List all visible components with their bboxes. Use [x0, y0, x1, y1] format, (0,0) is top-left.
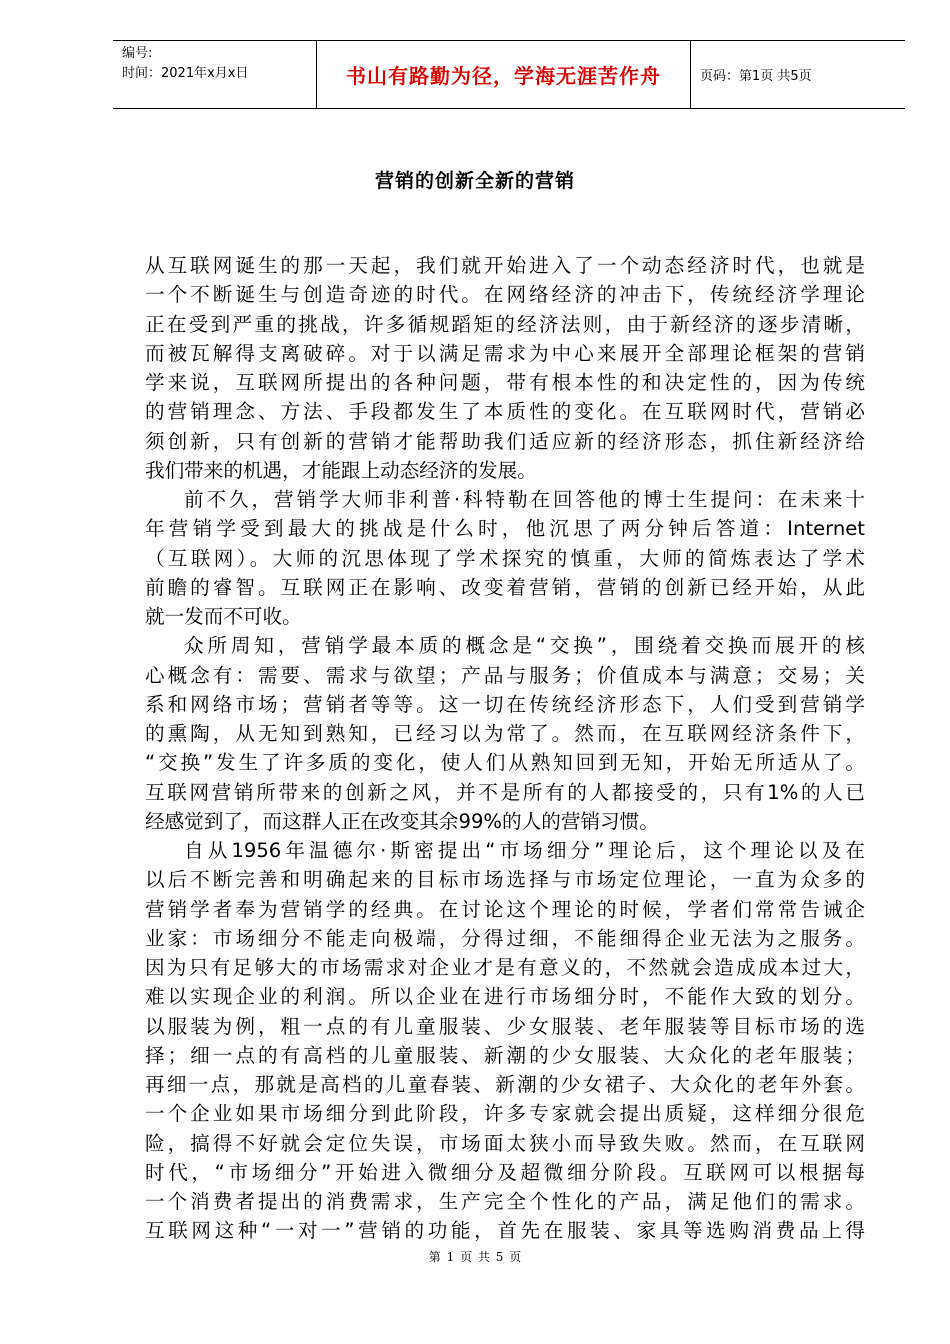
- paragraph-line: 难以实现企业的利润。所以企业在进行市场细分时，不能作大致的划分。: [145, 985, 865, 1009]
- paragraph-line: 一个消费者提出的消费需求，生产完全个性化的产品，满足他们的需求。: [145, 1190, 865, 1213]
- number-label: 编号:: [122, 46, 153, 61]
- paragraph-line: （互联网）。大师的沉思体现了学术探究的慎重，大师的简炼表达了学术: [145, 546, 865, 570]
- header-meta: [113, 41, 316, 108]
- paragraph-line: 再细一点，那就是高档的儿童春装、新潮的少女裙子、大众化的老年外套。: [145, 1073, 865, 1096]
- paragraph-line: 学来说，互联网所提出的各种问题，带有根本性的和决定性的，因为传统: [145, 371, 865, 394]
- paragraph-line: 前不久，营销学大师非利普·科特勒在回答他的博士生提问：在未来十: [184, 488, 865, 511]
- paragraph-line: 以服装为例，粗一点的有儿童服装、少女服装、老年服装等目标市场的选: [145, 1014, 865, 1038]
- paragraph: [145, 485, 865, 631]
- paragraph-line: 须创新，只有创新的营销才能帮助我们适应新的经济形态，抓住新经济给: [145, 429, 865, 453]
- paragraph-line: 业家：市场细分不能走向极端，分得过细，不能细得企业无法为之服务。: [145, 926, 865, 950]
- paragraph-line: 经感觉到了，而这群人正在改变其余99%的人的营销习惯。: [145, 809, 659, 833]
- paragraph-line: 择；细一点的有高档的儿童服装、新潮的少女服装、大众化的老年服装；: [145, 1043, 865, 1067]
- document-title: 营销的创新全新的营销: [374, 170, 575, 192]
- paragraph-line: 营销学者奉为营销学的经典。在讨论这个理论的时候，学者们常常告诫企: [145, 897, 865, 921]
- paragraph-line: 险，搞得不好就会定位失误，市场面太狭小而导致失败。然而，在互联网: [145, 1131, 865, 1155]
- footer-page-number: 1: [446, 1250, 455, 1264]
- page-footer: [0, 1248, 950, 1265]
- paragraph-line: 自从1956年温德尔·斯密提出“市场细分”理论后，这个理论以及在: [184, 839, 865, 862]
- paragraph-line: 互联网营销所带来的创新之风，并不是所有的人都接受的，只有1%的人已: [145, 780, 865, 804]
- paragraph-line: 正在受到严重的挑战，许多循规蹈矩的经济法则，由于新经济的逐步清晰，: [145, 312, 865, 336]
- paragraph-line: 互联网这种“一对一”营销的功能，首先在服装、家具等选购消费品上得: [145, 1219, 865, 1243]
- footer-total-pages: 5: [495, 1250, 504, 1264]
- time-label: 时间：2021年x月x日: [122, 66, 249, 81]
- paragraph-line: 一个不断诞生与创造奇迹的时代。在网络经济的冲击下，传统经济学理论: [145, 283, 865, 307]
- paragraph-line: 前瞻的睿智。互联网正在影响、改变着营销，营销的创新已经开始，从此: [145, 575, 865, 599]
- footer-gong: 共: [477, 1250, 490, 1264]
- paragraph-line: 年营销学受到最大的挑战是什么时，他沉思了两分钟后答道：Internet: [145, 517, 865, 541]
- paragraph-line: 时代，“市场细分”开始进入微细分及超微细分阶段。互联网可以根据每: [145, 1160, 865, 1184]
- footer-ye: 页: [460, 1250, 473, 1264]
- footer-di: 第: [428, 1250, 441, 1264]
- paragraph-line: 就一发而不可收。: [145, 605, 302, 628]
- paragraph-line: 我们带来的机遇，才能跟上动态经济的发展。: [145, 458, 537, 482]
- header-table: [113, 40, 905, 109]
- paragraph: [145, 836, 865, 1246]
- paragraph: [145, 251, 865, 485]
- paragraph: [145, 631, 865, 836]
- paragraph-line: 系和网络市场；营销者等等。这一切在传统经济形态下，人们受到营销学: [145, 692, 865, 716]
- paragraph-line: 因为只有足够大的市场需求对企业才是有意义的，不然就会造成成本过大，: [145, 956, 865, 979]
- paragraph-line: 的熏陶，从无知到熟知，已经习以为常了。然而，在互联网经济条件下，: [145, 722, 865, 745]
- paragraph-line: 而被瓦解得支离破碎。对于以满足需求为中心来展开全部理论框架的营销: [145, 341, 865, 365]
- footer-ye2: 页: [509, 1250, 522, 1264]
- header-motto: 书山有路勤为径，学海无涯苦作舟: [316, 41, 691, 108]
- paragraph-line: 一个企业如果市场细分到此阶段，许多专家就会提出质疑，这样细分很危: [145, 1102, 865, 1126]
- paragraph-line: 的营销理念、方法、手段都发生了本质性的变化。在互联网时代，营销必: [145, 400, 865, 424]
- header-page-info: 页码：第1页 共5页: [700, 69, 812, 84]
- paragraph-line: 以后不断完善和明确起来的目标市场选择与市场定位理论，一直为众多的: [145, 868, 865, 892]
- paragraph-line: 从互联网诞生的那一天起，我们就开始进入了一个动态经济时代，也就是: [145, 254, 865, 277]
- paragraph-line: “交换”发生了许多质的变化，使人们从熟知回到无知，开始无所适从了。: [145, 751, 865, 775]
- document-body: [145, 251, 865, 1246]
- paragraph-line: 心概念有：需要、需求与欲望；产品与服务；价值成本与满意；交易；关: [145, 663, 865, 687]
- paragraph-line: 众所周知，营销学最本质的概念是“交换”，围绕着交换而展开的核: [184, 634, 865, 658]
